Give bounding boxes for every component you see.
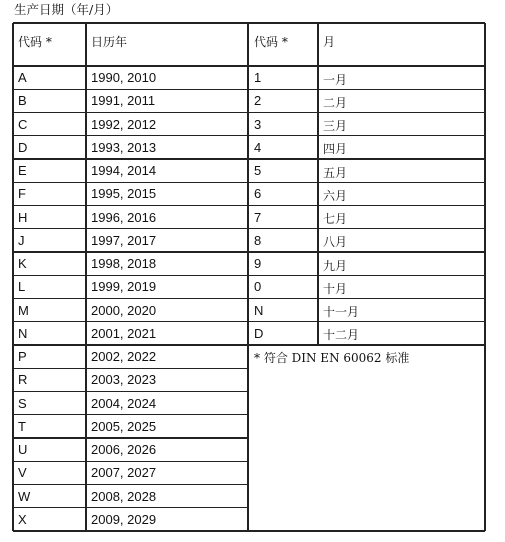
row-divider [13, 182, 248, 183]
month-name-cell: 五月 [323, 165, 348, 180]
month-code-cell: 9 [254, 256, 262, 271]
month-code-cell: D [254, 325, 264, 341]
year-code-cell: C [18, 116, 28, 132]
month-name-cell: 八月 [323, 235, 348, 250]
calendar-year-cell: 2000, 2020 [91, 302, 157, 318]
year-code-cell: B [18, 93, 27, 109]
row-divider [13, 437, 248, 438]
calendar-year-cell: 1992, 2012 [91, 116, 157, 132]
year-code-cell: D [18, 139, 28, 155]
month-name-cell: 二月 [323, 95, 348, 110]
row-divider [248, 65, 485, 66]
row-divider [248, 89, 485, 90]
table-border-bottom [13, 530, 485, 531]
year-code-cell: V [18, 465, 27, 481]
month-code-cell: 2 [254, 93, 262, 109]
month-code-cell: 6 [254, 186, 262, 202]
month-name-cell: 七月 [323, 212, 348, 226]
calendar-year-cell: 1996, 2016 [91, 209, 157, 225]
month-name-cell: 九月 [323, 258, 348, 273]
row-divider [13, 135, 248, 136]
month-name-cell: 四月 [323, 142, 348, 157]
year-code-cell: U [18, 442, 28, 457]
year-code-cell: W [18, 488, 31, 504]
year-code-cell: J [18, 232, 25, 248]
year-code-cell: S [18, 395, 27, 411]
year-code-cell: X [18, 511, 27, 527]
row-divider [248, 251, 485, 252]
calendar-year-cell: 1999, 2019 [91, 279, 157, 295]
row-divider [13, 414, 248, 415]
page-title: 生产日期（年/月） [14, 2, 119, 17]
row-divider [13, 484, 248, 485]
row-divider [13, 251, 248, 252]
month-code-cell: 4 [254, 139, 262, 155]
row-divider [13, 391, 248, 392]
row-divider [248, 135, 485, 136]
month-code-cell: 0 [254, 279, 262, 295]
calendar-year-cell: 2004, 2024 [91, 395, 157, 411]
month-code-cell: 1 [254, 70, 262, 85]
column-header-month: 月 [323, 35, 336, 49]
row-divider [13, 65, 248, 66]
calendar-year-cell: 1997, 2017 [91, 232, 157, 248]
row-divider [13, 228, 248, 229]
column-divider [85, 23, 86, 531]
row-divider [248, 321, 485, 322]
year-code-cell: M [18, 302, 29, 318]
row-divider [248, 205, 485, 206]
row-divider [248, 298, 485, 299]
calendar-year-cell: 2003, 2023 [91, 372, 157, 388]
year-code-cell: L [18, 279, 26, 295]
column-header-code: 代码 * [254, 35, 288, 49]
calendar-year-cell: 2008, 2028 [91, 488, 157, 504]
table-border-right [484, 23, 485, 531]
column-divider [247, 23, 248, 531]
year-code-cell: T [18, 418, 26, 434]
calendar-year-cell: 1994, 2014 [91, 163, 157, 178]
calendar-year-cell: 2001, 2021 [91, 325, 157, 341]
row-divider [13, 158, 248, 159]
calendar-year-cell: 2002, 2022 [91, 349, 157, 364]
calendar-year-cell: 1995, 2015 [91, 186, 157, 202]
calendar-year-cell: 1991, 2011 [91, 93, 156, 109]
month-name-cell: 十月 [323, 281, 348, 296]
row-divider [248, 228, 485, 229]
table-border-top [13, 22, 485, 23]
month-code-cell: 3 [254, 116, 262, 132]
year-code-cell: H [18, 209, 28, 225]
standard-footnote: * 符合 DIN EN 60062 标准 [254, 351, 410, 365]
month-code-cell: 8 [254, 232, 262, 248]
calendar-year-cell: 1990, 2010 [91, 70, 157, 85]
row-divider [13, 298, 248, 299]
row-divider [13, 89, 248, 90]
year-code-cell: A [18, 70, 27, 85]
calendar-year-cell: 2005, 2025 [91, 418, 157, 434]
row-divider [13, 321, 248, 322]
year-code-cell: E [18, 163, 27, 178]
row-divider [13, 461, 248, 462]
row-divider [248, 112, 485, 113]
calendar-year-cell: 2006, 2026 [91, 442, 157, 457]
row-divider [248, 182, 485, 183]
calendar-year-cell: 2009, 2029 [91, 511, 157, 527]
calendar-year-cell: 2007, 2027 [91, 465, 157, 481]
year-code-cell: K [18, 256, 27, 271]
month-name-cell: 十二月 [323, 328, 360, 343]
row-divider [248, 158, 485, 159]
row-divider [248, 344, 485, 345]
table-border-left [12, 23, 13, 531]
year-code-cell: P [18, 349, 27, 364]
month-name-cell: 六月 [323, 188, 348, 203]
row-divider [248, 275, 485, 276]
month-name-cell: 十一月 [323, 305, 360, 319]
date-code-table [13, 23, 485, 531]
row-divider [13, 507, 248, 508]
column-header-calendar-year: 日历年 [91, 35, 128, 49]
month-code-cell: 7 [254, 209, 262, 225]
year-code-cell: N [18, 325, 28, 341]
column-header-code: 代码 * [18, 35, 52, 49]
calendar-year-cell: 1993, 2013 [91, 139, 157, 155]
month-name-cell: 三月 [323, 119, 348, 133]
month-code-cell: N [254, 302, 264, 318]
year-code-cell: F [18, 186, 26, 202]
row-divider [13, 205, 248, 206]
month-code-cell: 5 [254, 163, 262, 178]
row-divider [13, 275, 248, 276]
year-code-cell: R [18, 372, 28, 388]
month-name-cell: 一月 [323, 72, 348, 87]
calendar-year-cell: 1998, 2018 [91, 256, 157, 271]
row-divider [13, 344, 248, 345]
row-divider [13, 368, 248, 369]
row-divider [13, 112, 248, 113]
column-divider [317, 23, 318, 345]
